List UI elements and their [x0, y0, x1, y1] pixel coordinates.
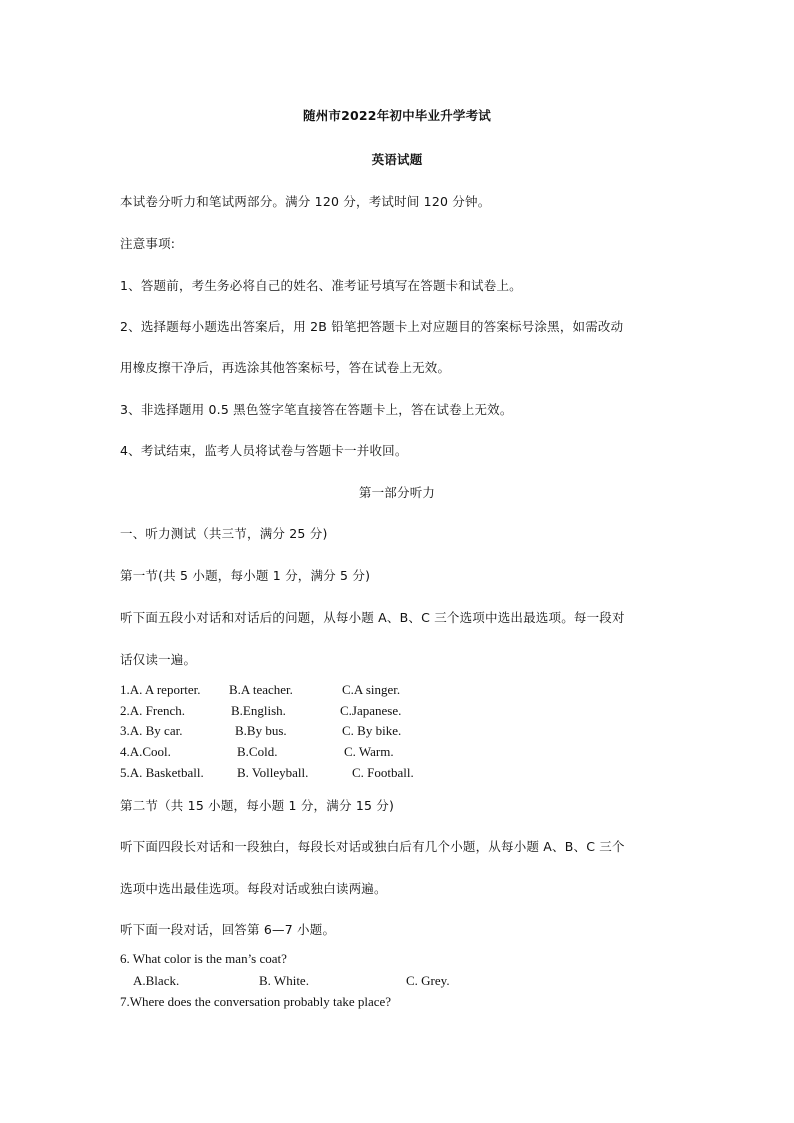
- option-b: B.Cold.: [237, 744, 278, 759]
- sec1-heading: 第一节(共 5 小题，每小题 1 分，满分 5 分): [120, 568, 371, 583]
- sec2-instruction: 听下面一段对话，回答第 6—7 小题。: [120, 922, 336, 937]
- option-a: A.Black.: [133, 973, 180, 988]
- option-c: C. Warm.: [344, 744, 394, 759]
- option-c: C. Grey.: [406, 973, 450, 988]
- intro-text: 本试卷分听力和笔试两部分。满分 120 分，考试时间 120 分钟。: [120, 194, 491, 209]
- option-a: 3.A. By car.: [120, 723, 183, 738]
- part-heading: 第一部分听力: [358, 485, 436, 500]
- option-a: 2.A. French.: [120, 703, 185, 718]
- section-heading: 一、听力测试（共三节，满分 25 分): [120, 526, 328, 541]
- notice-item: 3、非选择题用 0.5 黑色签字笔直接答在答题卡上，答在试卷上无效。: [120, 402, 513, 417]
- option-c: C.Japanese.: [340, 703, 402, 718]
- option-a: 1.A. A reporter.: [120, 682, 201, 697]
- sec2-heading: 第二节（共 15 小题，每小题 1 分，满分 15 分): [120, 798, 395, 813]
- option-b: B. Volleyball.: [237, 765, 309, 780]
- option-b: B.English.: [231, 703, 286, 718]
- option-b: B. White.: [259, 973, 309, 988]
- option-b: B.By bus.: [235, 723, 287, 738]
- option-b: B.A teacher.: [229, 682, 293, 697]
- sec2-instruction: 选项中选出最佳选项。每段对话或独白读两遍。: [120, 881, 387, 896]
- notice-item: 2、选择题每小题选出答案后，用 2B 铅笔把答题卡上对应题目的答案标号涂黑，如需改动: [120, 319, 624, 334]
- notice-item: 4、考试结束，监考人员将试卷与答题卡一并收回。: [120, 443, 408, 458]
- exam-subtitle: 英语试题: [371, 152, 423, 167]
- option-a: 4.A.Cool.: [120, 744, 171, 759]
- option-c: C.A singer.: [342, 682, 401, 697]
- notice-item: 1、答题前，考生务必将自己的姓名、准考证号填写在答题卡和试卷上。: [120, 278, 522, 293]
- sec1-instruction: 听下面五段小对话和对话后的问题，从每小题 A、B、C 三个选项中选出最选项。每一段对: [120, 610, 625, 625]
- notice-item: 用橡皮擦干净后，再选涂其他答案标号，答在试卷上无效。: [120, 360, 451, 375]
- sec2-instruction: 听下面四段长对话和一段独白，每段长对话或独白后有几个小题，从每小题 A、B、C 三个: [120, 839, 625, 854]
- option-a: 5.A. Basketball.: [120, 765, 204, 780]
- notice-heading: 注意事项:: [120, 236, 176, 251]
- option-c: C. Football.: [352, 765, 414, 780]
- option-c: C. By bike.: [342, 723, 402, 738]
- sec1-instruction: 话仅读一遍。: [120, 652, 197, 667]
- question-7: 7.Where does the conversation probably take place?: [120, 994, 392, 1009]
- exam-title: 随州市2022年初中毕业升学考试: [303, 108, 491, 123]
- question-6: 6. What color is the man’s coat?: [120, 951, 287, 966]
